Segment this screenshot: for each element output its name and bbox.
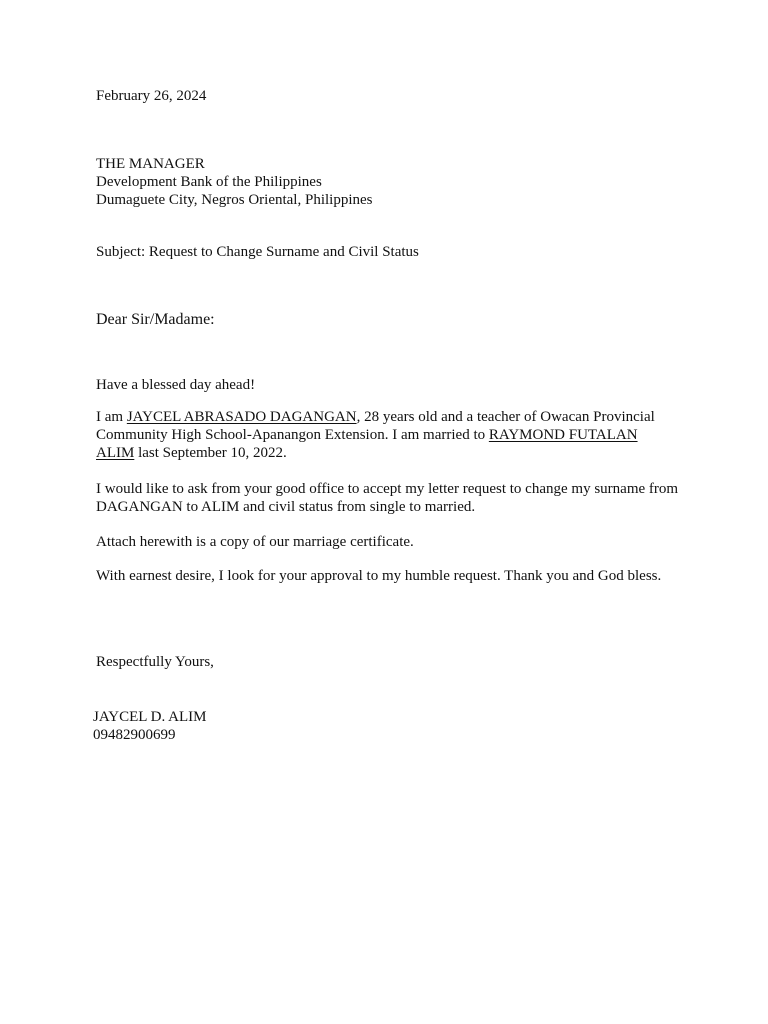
paragraph-1-text: I am bbox=[96, 409, 127, 425]
recipient-organization: Development Bank of the Philippines bbox=[96, 174, 322, 190]
signature-phone: 09482900699 bbox=[93, 727, 176, 743]
signature-block bbox=[93, 708, 693, 744]
paragraph-1 bbox=[96, 408, 669, 462]
recipient-block bbox=[96, 155, 696, 209]
paragraph-3: Attach herewith is a copy of our marriage certificate. bbox=[96, 534, 414, 550]
greeting-line: Have a blessed day ahead! bbox=[96, 377, 256, 393]
paragraph-1-line-1 bbox=[96, 408, 669, 426]
closing-line: Respectfully Yours, bbox=[96, 654, 214, 670]
paragraph-2-line-2: DAGANGAN to ALIM and civil status from single to married. bbox=[96, 499, 476, 515]
paragraph-2 bbox=[96, 480, 696, 516]
applicant-name: JAYCEL ABRASADO DAGANGAN bbox=[126, 409, 357, 425]
paragraph-1-line-2 bbox=[96, 426, 669, 444]
signature-name: JAYCEL D. ALIM bbox=[93, 709, 207, 725]
paragraph-1-line-3 bbox=[96, 444, 669, 462]
paragraph-1-text: last September 10, 2022. bbox=[134, 445, 287, 461]
recipient-title: THE MANAGER bbox=[96, 156, 205, 172]
paragraph-1-text: Community High School-Apanangon Extension. I am married to bbox=[96, 427, 489, 443]
subject-line: Subject: Request to Change Surname and Civil Status bbox=[96, 244, 419, 260]
recipient-address: Dumaguete City, Negros Oriental, Philippines bbox=[96, 192, 373, 208]
spouse-name-part-2: ALIM bbox=[96, 445, 135, 461]
paragraph-4: With earnest desire, I look for your approval to my humble request. Thank you and God bless. bbox=[96, 568, 662, 584]
spouse-name-part-1: RAYMOND FUTALAN bbox=[488, 427, 638, 443]
letter-date: February 26, 2024 bbox=[96, 88, 207, 104]
salutation: Dear Sir/Madame: bbox=[96, 311, 215, 328]
paragraph-2-line-1: I would like to ask from your good office to accept my letter request to change my surname from bbox=[96, 481, 679, 497]
paragraph-1-text: , 28 years old and a teacher of Owacan Provincial bbox=[356, 409, 655, 425]
